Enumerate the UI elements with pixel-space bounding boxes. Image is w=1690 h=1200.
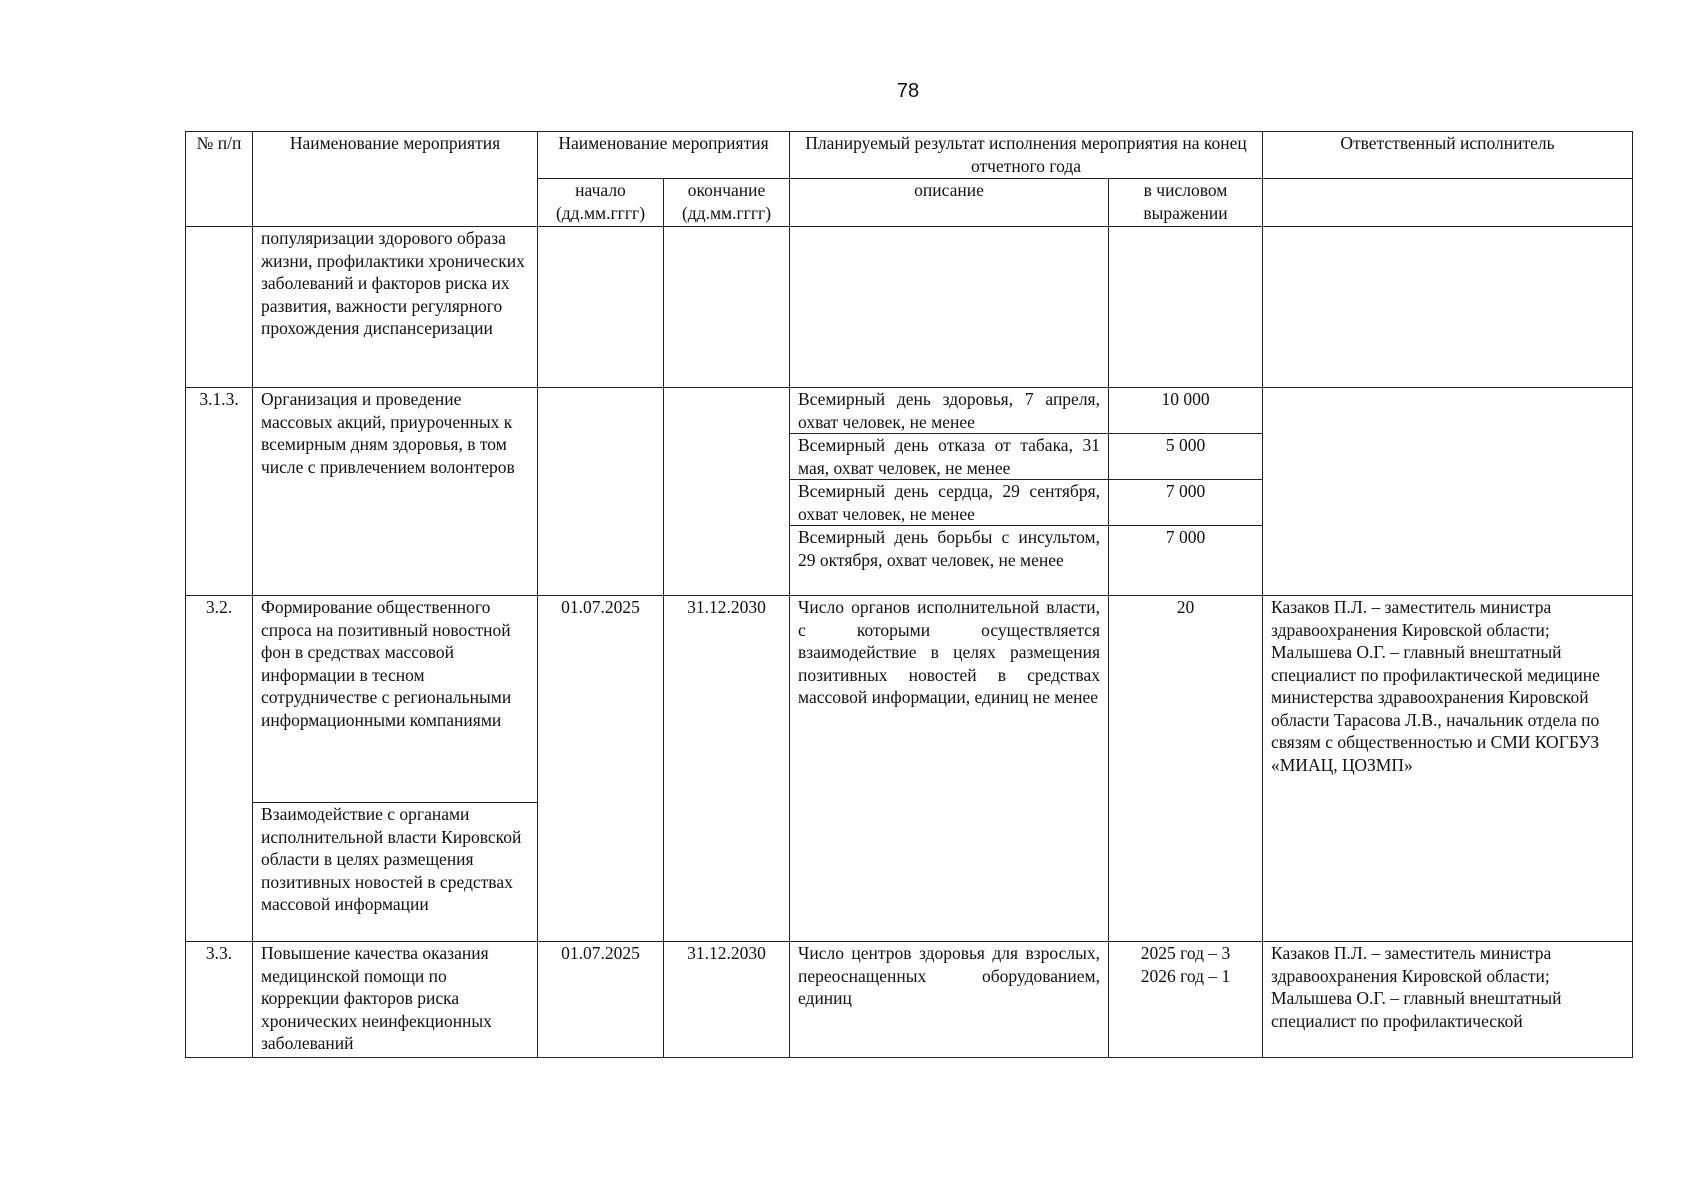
table-row (186, 942, 1633, 1058)
cell-description: Всемирный день здоровья, 7 апреля, охват человек, не менее (790, 388, 1109, 434)
cell-description: Всемирный день сердца, 29 сентября, охват человек, не менее (790, 480, 1109, 526)
cell-start: 01.07.2025 (538, 596, 664, 942)
header-start: начало (дд.мм.гггг) (538, 179, 664, 227)
cell-start (538, 227, 664, 388)
cell-end (664, 388, 790, 596)
cell-value: 10 000 (1109, 388, 1263, 434)
cell-description (790, 227, 1109, 388)
cell-start (538, 388, 664, 596)
cell-value (1109, 942, 1263, 1058)
value-line: 2026 год – 1 (1140, 965, 1231, 986)
cell-name: популяризации здорового образа жизни, профилактики хронических заболеваний и факторов риска их развития, важности регулярного прохождения диспансеризации (253, 227, 538, 388)
header-numeric: в числовом выражении (1109, 179, 1263, 227)
cell-description: Всемирный день отказа от табака, 31 мая, охват человек, не менее (790, 434, 1109, 480)
header-responsible-sub (1263, 179, 1633, 227)
cell-num: 3.1.3. (186, 388, 253, 596)
cell-num: 3.3. (186, 942, 253, 1058)
cell-end: 31.12.2030 (664, 942, 790, 1058)
cell-responsible (1263, 227, 1633, 388)
cell-start: 01.07.2025 (538, 942, 664, 1058)
cell-name: Взаимодействие с органами исполнительной власти Кировской области в целях размещения позитивных новостей в средствах массовой информации (253, 803, 538, 942)
page-number: 78 (896, 80, 920, 102)
cell-value: 5 000 (1109, 434, 1263, 480)
cell-responsible: Казаков П.Л. – заместитель министра здравоохранения Кировской области; Малышева О.Г. – главный внештатный специалист по профилактической медицине министерства здравоохранения Кировской области Тарасова Л.В., начальник отдела по связям с общественностью и СМИ КОГБУЗ «МИАЦ, ЦОЗМП» (1263, 596, 1633, 942)
header-num: № п/п (186, 132, 253, 227)
cell-end: 31.12.2030 (664, 596, 790, 942)
header-result: Планируемый результат исполнения мероприятия на конец отчетного года (790, 132, 1263, 179)
cell-description: Число центров здоровья для взрослых, переоснащенных оборудованием, единиц (790, 942, 1109, 1058)
header-description: описание (790, 179, 1109, 227)
header-responsible: Ответственный исполнитель (1263, 132, 1633, 179)
cell-responsible: Казаков П.Л. – заместитель министра здравоохранения Кировской области; Малышева О.Г. – главный внештатный специалист по профилактической (1263, 942, 1633, 1058)
cell-name: Формирование общественного спроса на позитивный новостной фон в средствах массовой информации в тесном сотрудничестве с региональными информационными компаниями (253, 596, 538, 803)
cell-value (1109, 227, 1263, 388)
header-name: Наименование мероприятия (253, 132, 538, 227)
cell-num: 3.2. (186, 596, 253, 942)
cell-responsible (1263, 388, 1633, 596)
activity-plan-table (185, 131, 1633, 1058)
cell-num (186, 227, 253, 388)
cell-description: Число органов исполнительной власти, с которыми осуществляется взаимодействие в целях размещения позитивных новостей в средствах массовой информации, единиц не менее (790, 596, 1109, 942)
table-row (186, 596, 1633, 803)
cell-value: 7 000 (1109, 480, 1263, 526)
table-row (186, 227, 1633, 388)
cell-name: Повышение качества оказания медицинской помощи по коррекции факторов риска хронических неинфекционных заболеваний (253, 942, 538, 1058)
cell-description: Всемирный день борьбы с инсультом, 29 октября, охват человек, не менее (790, 526, 1109, 596)
table-row (186, 388, 1633, 434)
cell-name: Организация и проведение массовых акций, приуроченных к всемирным дням здоровья, в том числе с привлечением волонтеров (253, 388, 538, 596)
header-end: окончание (дд.мм.гггг) (664, 179, 790, 227)
cell-value: 20 (1109, 596, 1263, 942)
cell-value: 7 000 (1109, 526, 1263, 596)
value-line: 2025 год – 3 (1140, 943, 1231, 963)
header-row-1 (186, 132, 1633, 179)
cell-end (664, 227, 790, 388)
header-period: Наименование мероприятия (538, 132, 790, 179)
